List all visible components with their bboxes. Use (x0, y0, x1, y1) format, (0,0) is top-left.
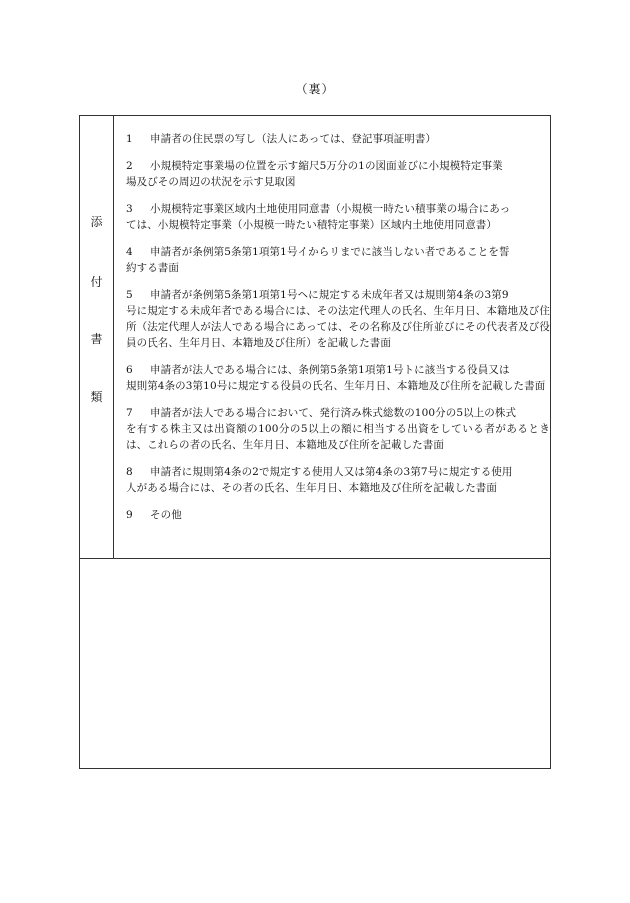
item-text-continued: ては、小規模特定事業（小規模一時たい積特定事業）区域内土地使用同意書） (126, 219, 497, 231)
page-title: （裏） (295, 82, 335, 96)
item-number: 2 (126, 160, 133, 172)
list-item (126, 158, 550, 190)
item-text: 小規模特定事業場の位置を示す縮尺5万分の1の図面並びに小規模特定事業 (150, 160, 503, 172)
item-number: 1 (126, 133, 133, 145)
item-text-continued: 人がある場合には、その者の氏名、生年月日、本籍地及び住所を記載した書面 (126, 482, 497, 494)
side-label-char: 類 (90, 390, 103, 404)
item-text: その他 (150, 509, 182, 521)
item-number: 6 (126, 364, 133, 376)
item-text: 申請者が条例第5条第1項第1号イからリまでに該当しない者であることを誓 (150, 246, 510, 258)
item-text-continued: 号に規定する未成年者である場合には、その法定代理人の氏名、生年月日、本籍地及び住所（法定代理人が法人である場合にあっては、その名称及び住所並びにその代表者及び役員の氏名、生年月日、本籍地及び住所）を記載した書面 (126, 305, 550, 349)
list-item (126, 362, 550, 394)
item-text: 申請者が法人である場合には、条例第5条第1項第1号トに該当する役員又は (150, 364, 510, 376)
side-label-char: 書 (90, 332, 103, 346)
item-number: 3 (126, 203, 133, 215)
side-label-char: 添 (90, 215, 103, 229)
item-number: 5 (126, 289, 133, 301)
attachment-form-table (79, 115, 551, 769)
item-text-continued: を有する株主又は出資額の100分の5以上の額に相当する出資をしている者があるときは、これらの者の氏名、生年月日、本籍地及び住所を記載した書面 (126, 423, 550, 451)
item-number: 8 (126, 466, 133, 478)
item-text: 申請者の住民票の写し（法人にあっては、登記事項証明書） (150, 133, 437, 145)
item-number: 7 (126, 407, 133, 419)
item-text: 小規模特定事業区域内土地使用同意書（小規模一時たい積事業の場合にあっ (150, 203, 511, 215)
item-text-continued: 規則第4条の3第10号に規定する役員の氏名、生年月日、本籍地及び住所を記載した書面 (126, 380, 546, 392)
item-text: 申請者が法人である場合において、発行済み株式総数の100分の5以上の株式 (150, 407, 517, 419)
list-item (126, 287, 550, 351)
list-item (126, 131, 550, 147)
list-item (126, 244, 550, 276)
blank-notes-area (80, 559, 550, 768)
item-number: 9 (126, 509, 133, 521)
item-text-continued: 場及びその周辺の状況を示す見取図 (126, 176, 296, 188)
item-text: 申請者に規則第4条の2で規定する使用人又は第4条の3第7号に規定する使用 (150, 466, 513, 478)
list-item (126, 405, 550, 453)
attached-documents-label (80, 116, 114, 558)
item-text-continued: 約する書面 (126, 262, 179, 274)
item-number: 4 (126, 246, 133, 258)
side-label-char: 付 (90, 275, 103, 289)
list-item (126, 464, 550, 496)
list-item (126, 201, 550, 233)
list-item (126, 507, 550, 523)
attached-documents-section (80, 116, 550, 559)
attachment-list (126, 131, 550, 534)
item-text: 申請者が条例第5条第1項第1号ヘに規定する未成年者又は規則第4条の3第9 (150, 289, 509, 301)
